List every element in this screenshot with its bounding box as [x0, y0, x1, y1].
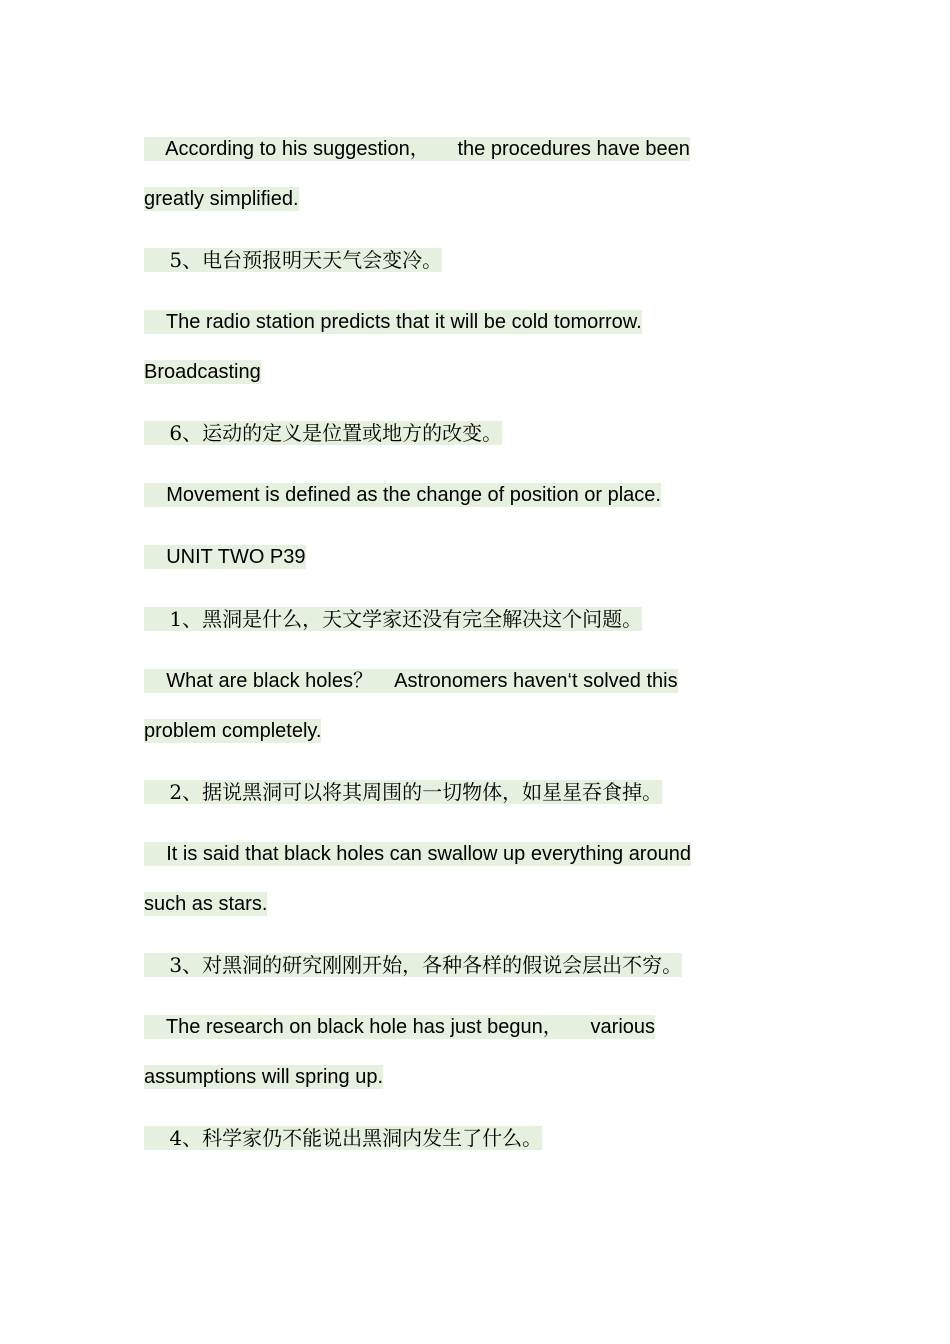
- text-line-1: According to his suggestion， the procedures have been: [144, 138, 690, 160]
- text-line-16: The research on black hole has just begun， various: [144, 1016, 656, 1038]
- text-line-7: Movement is defined as the change of position or place.: [144, 484, 661, 506]
- text-line-17: assumptions will spring up.: [144, 1066, 383, 1088]
- text-line-13: It is said that black holes can swallow up everything around: [144, 843, 691, 865]
- text-line-4: The radio station predicts that it will be cold tomorrow.: [144, 311, 642, 333]
- text-line-2: greatly simplified.: [144, 188, 299, 210]
- text-line-14: such as stars.: [144, 893, 268, 915]
- text-line-9: 1、黑洞是什么，天文学家还没有完全解决这个问题。: [144, 607, 643, 631]
- text-line-10: What are black holes？ Astronomers haven‘t solved this: [144, 670, 678, 692]
- text-line-5: Broadcasting: [144, 361, 261, 383]
- section-heading: UNIT TWO P39: [144, 546, 306, 568]
- text-line-11: problem completely.: [144, 720, 322, 742]
- text-line-3: 5、电台预报明天天气会变冷。: [144, 248, 443, 272]
- text-line-15: 3、对黑洞的研究刚刚开始，各种各样的假说会层出不穷。: [144, 953, 683, 977]
- text-line-18: 4、科学家仍不能说出黑洞内发生了什么。: [144, 1126, 543, 1150]
- text-line-6: 6、运动的定义是位置或地方的改变。: [144, 421, 503, 445]
- text-line-12: 2、据说黑洞可以将其周围的一切物体，如星星吞食掉。: [144, 780, 663, 804]
